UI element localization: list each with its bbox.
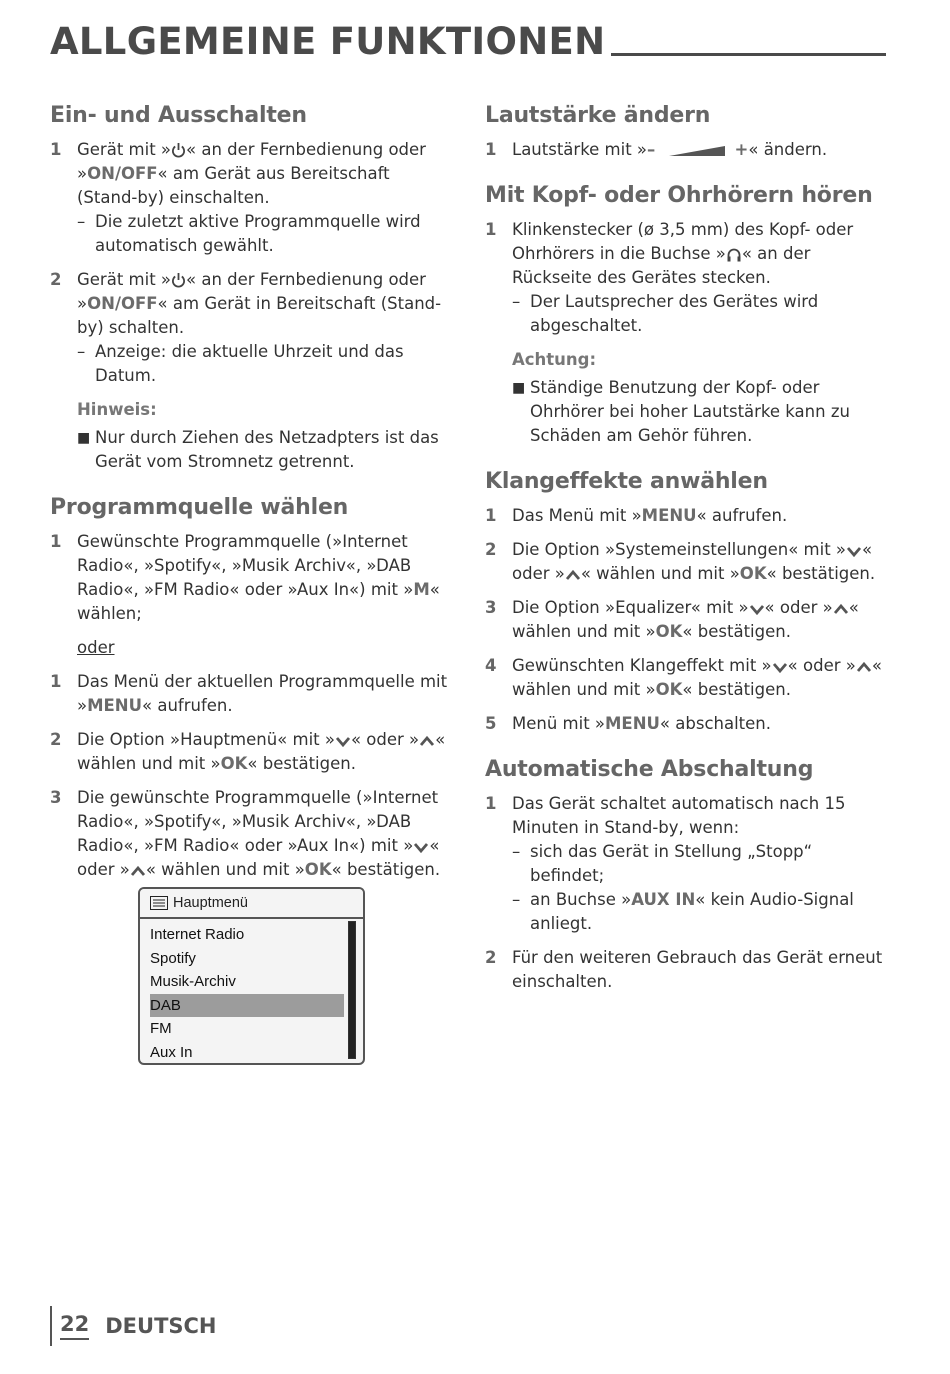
chevron-up-icon bbox=[833, 603, 849, 615]
title-rule bbox=[611, 53, 886, 56]
section-headphones bbox=[485, 180, 890, 448]
language-label: DEUTSCH bbox=[105, 1314, 217, 1338]
menu-item-spotify: Spotify bbox=[150, 949, 196, 967]
step: 2 Die Option »Systemeinstellungen« mit » « oder » « wählen und mit »OK« bestätigen. bbox=[485, 540, 876, 583]
note-heading: Achtung: bbox=[512, 350, 597, 369]
chevron-down-icon bbox=[335, 735, 351, 747]
step: 1 Das Menü der aktuellen Programmquelle mit »MENU« aufrufen. bbox=[50, 672, 448, 715]
step: 2 Die Option »Hauptmenü« mit » « oder » « wählen und mit »OK« bestätigen. bbox=[50, 730, 446, 773]
sub-item: – Der Lautsprecher des Gerätes wird abgeschaltet. bbox=[512, 292, 819, 335]
page-title: ALLGEMEINE FUNKTIONEN bbox=[50, 20, 606, 63]
section-source bbox=[50, 492, 455, 882]
page-number: 22 bbox=[60, 1312, 89, 1340]
headphones-icon bbox=[726, 247, 742, 263]
step: 1 Lautstärke mit »– +« ändern. bbox=[485, 140, 828, 159]
chevron-down-icon bbox=[772, 661, 788, 673]
chevron-up-icon bbox=[130, 865, 146, 877]
sub-item: – Die zuletzt aktive Programmquelle wird automatisch gewählt. bbox=[77, 212, 421, 255]
screen-header bbox=[140, 889, 363, 919]
step: 3 Die Option »Equalizer« mit » « oder » « wählen und mit »OK« bestätigen. bbox=[485, 598, 859, 641]
chevron-up-icon bbox=[419, 735, 435, 747]
step: 1 Das Gerät schaltet automatisch nach 15 Minuten in Stand-by, wenn: – sich das Gerät in Stellung „Stopp“ befindet; – an Buchse »AUX IN« kein Audio-Signal anliegt. bbox=[485, 792, 890, 936]
section-sound-effects bbox=[485, 466, 890, 736]
power-icon bbox=[171, 272, 186, 289]
sub-item: – Anzeige: die aktuelle Uhrzeit und das Datum. bbox=[77, 342, 404, 385]
section-title: Ein- und Ausschalten bbox=[50, 103, 307, 128]
section-title: Klangeffekte anwählen bbox=[485, 469, 768, 494]
step: 3 Die gewünschte Programmquelle (»Internet Radio«, »Spotify«, »Musik Archiv«, »DAB Radio«, »FM Radio« oder »Aux In«) mit » « oder » « wählen und mit »OK« bestätigen. bbox=[50, 788, 441, 879]
right-column bbox=[485, 100, 890, 1012]
footer-rule bbox=[50, 1306, 52, 1346]
left-column bbox=[50, 100, 455, 900]
section-title: Programmquelle wählen bbox=[50, 495, 349, 520]
power-icon bbox=[171, 142, 186, 159]
menu-item-internet-radio: Internet Radio bbox=[150, 926, 245, 943]
step: 1 Gewünschte Programmquelle (»Internet Radio«, »Spotify«, »Musik Archiv«, »DAB Radio«, »FM Radio« oder »Aux In«) mit »M« wählen; bbox=[50, 532, 440, 623]
button-name: ON/OFF bbox=[87, 294, 158, 313]
note-heading: Hinweis: bbox=[77, 400, 157, 419]
step: 1 Klinkenstecker (ø 3,5 mm) des Kopf- oder Ohrhörers in die Buchse » « an der Rückseite des Gerätes stecken. – Der Lautsprecher des Gerätes wird abgeschaltet. bbox=[485, 218, 890, 338]
page-header bbox=[50, 20, 886, 64]
step: 5 Menü mit »MENU« abschalten. bbox=[485, 714, 771, 733]
note: ■ Ständige Benutzung der Kopf- oder Ohrhörer bei hoher Lautstärke kann zu Schäden am Gehör führen. bbox=[512, 378, 850, 445]
chevron-down-icon bbox=[413, 841, 429, 853]
or-separator: oder bbox=[77, 638, 115, 657]
menu-item-aux-in: Aux In bbox=[150, 1043, 193, 1061]
menu-item-fm: FM bbox=[150, 1020, 172, 1037]
screen-title: Hauptmenü bbox=[173, 895, 248, 911]
chevron-up-icon bbox=[856, 661, 872, 673]
step: 1 Das Menü mit »MENU« aufrufen. bbox=[485, 506, 788, 525]
note: ■ Nur durch Ziehen des Netzadpters ist das Gerät vom Stromnetz getrennt. bbox=[77, 428, 439, 471]
section-title: Automatische Abschaltung bbox=[485, 757, 814, 782]
section-auto-off bbox=[485, 754, 890, 994]
section-title: Mit Kopf- oder Ohrhörern hören bbox=[485, 183, 873, 208]
volume-ramp-icon bbox=[667, 144, 729, 158]
chevron-down-icon bbox=[749, 603, 765, 615]
step: 4 Gewünschten Klangeffekt mit » « oder » « wählen und mit »OK« bestätigen. bbox=[485, 656, 882, 699]
step: 1 Gerät mit » « an der Fernbedienung oder »ON/OFF« am Gerät aus Bereitschaft (Stand-by) einschalten. – Die zuletzt aktive Programmquelle wird automatisch gewählt. bbox=[50, 138, 455, 258]
button-name: ON/OFF bbox=[87, 164, 158, 183]
menu-item-dab-selected: DAB bbox=[150, 994, 344, 1018]
sub-item: – sich das Gerät in Stellung „Stopp“ befindet; bbox=[512, 842, 813, 885]
screen-menu-list bbox=[140, 919, 363, 1064]
menu-item-musik-archiv: Musik-Archiv bbox=[150, 973, 236, 990]
screen-scrollbar bbox=[348, 921, 356, 1059]
menu-list-icon bbox=[150, 896, 168, 910]
section-title: Lautstärke ändern bbox=[485, 103, 711, 128]
section-volume bbox=[485, 100, 890, 162]
chevron-down-icon bbox=[846, 545, 862, 557]
sub-item: – an Buchse »AUX IN« kein Audio-Signal anliegt. bbox=[512, 890, 854, 933]
section-power bbox=[50, 100, 455, 474]
device-screen bbox=[138, 887, 365, 1065]
step: 2 Für den weiteren Gebrauch das Gerät erneut einschalten. bbox=[485, 948, 883, 991]
chevron-up-icon bbox=[565, 569, 581, 581]
page-footer bbox=[50, 1306, 217, 1346]
step: 2 Gerät mit » « an der Fernbedienung oder »ON/OFF« am Gerät in Bereitschaft (Stand- by) schalten. – Anzeige: die aktuelle Uhrzeit und das Datum. bbox=[50, 268, 455, 388]
scrollbar-thumb bbox=[349, 922, 355, 1058]
